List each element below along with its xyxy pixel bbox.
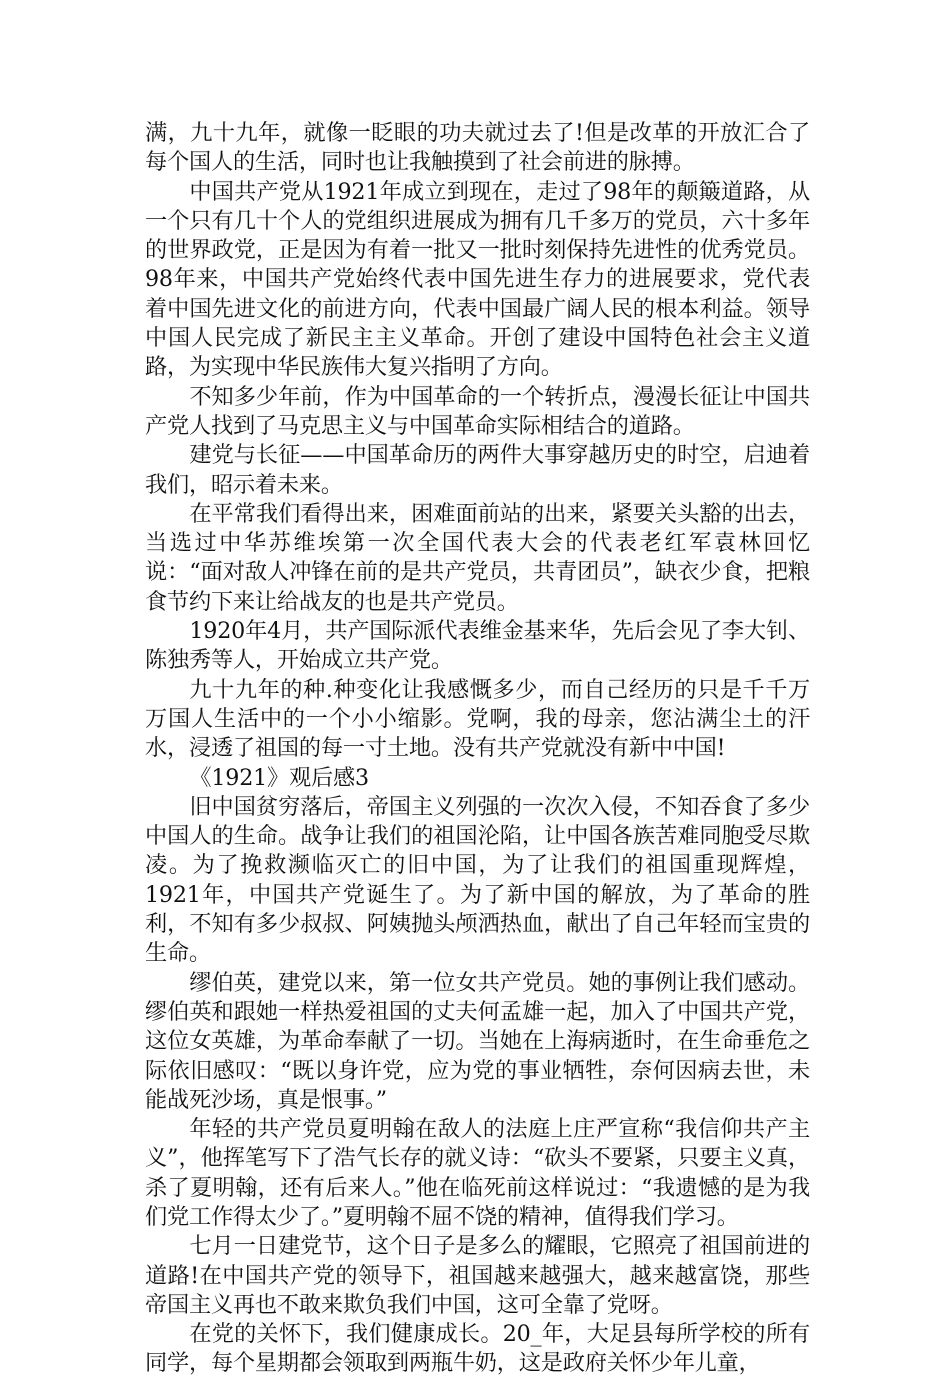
paragraph: 建党与长征——中国革命历的两件大事穿越历史的时空，启迪着我们，昭示着未来。 — [145, 442, 810, 498]
paragraph: 旧中国贫穷落后，帝国主义列强的一次次入侵，不知吞食了多少中国人的生命。战争让我们的祖国沦陷，让中国各族苦难同胞受尽欺凌。为了挽救濒临灭亡的旧中国，为了让我们的祖国重现辉煌，1921年，中国共产党诞生了。为了新中国的解放，为了革命的胜利，不知有多少叔叔、阿姨抛头颅洒热血，献出了自己年轻而宝贵的生命。 — [145, 793, 810, 967]
paragraph: 中国共产党从1921年成立到现在，走过了98年的颠簸道路，从一个只有几十个人的党组织进展成为拥有几千多万的党员，六十多年的世界政党，正是因为有着一批又一批时刻保持先进性的优秀党员。98年来，中国共产党始终代表中国先进生存力的进展要求，党代表着中国先进文化的前进方向，代表中国最广阔人民的根本利益。领导中国人民完成了新民主主义革命。开创了建设中国特色社会主义道路，为实现中华民族伟大复兴指明了方向。 — [145, 178, 810, 381]
document-body — [145, 119, 810, 1379]
paragraph: 七月一日建党节，这个日子是多么的耀眼，它照亮了祖国前进的道路!在中国共产党的领导下，祖国越来越强大，越来越富饶，那些帝国主义再也不敢来欺负我们中国，这可全靠了党呀。 — [145, 1233, 810, 1318]
paragraph: 缪伯英，建党以来，第一位女共产党员。她的事例让我们感动。缪伯英和跟她一样热爱祖国的丈夫何孟雄一起，加入了中国共产党，这位女英雄，为革命奉献了一切。当她在上海病逝时，在生命垂危之际依旧感叹：“既以身许党，应为党的事业牺牲，奈何因病去世，未能战死沙场，真是恨事。” — [145, 969, 810, 1113]
paragraph: 九十九年的种.种变化让我感慨多少，而自己经历的只是千千万万国人生活中的一个小小缩影。党啊，我的母亲，您沾满尘土的汗水，浸透了祖国的每一寸土地。没有共产党就没有新中中国! — [145, 676, 810, 762]
paragraph-continued: 满，九十九年，就像一眨眼的功夫就过去了!但是改革的开放汇合了每个国人的生活，同时也让我触摸到了社会前进的脉搏。 — [145, 120, 810, 176]
paragraph: 年轻的共产党员夏明翰在敌人的法庭上庄严宣称“我信仰共产主义”，他挥笔写下了浩气长存的就义诗：“砍头不要紧，只要主义真，杀了夏明翰，还有后来人。”他在临死前这样说过：“我遗憾的是为我们党工作得太少了。”夏明翰不屈不饶的精神，值得我们学习。 — [145, 1116, 810, 1230]
paragraph: 1920年4月，共产国际派代表维金基来华，先后会见了李大钊、陈独秀等人，开始成立共产党。 — [145, 618, 810, 674]
section-heading: 《1921》观后感3 — [189, 764, 369, 791]
paragraph: 在平常我们看得出来，困难面前站的出来，紧要关头豁的出去，当选过中华苏维埃第一次全国代表大会的代表老红军袁林回忆说：“面对敌人冲锋在前的是共产党员，共青团员”，缺衣少食，把粮食节约下来让给战友的也是共产党员。 — [145, 500, 810, 615]
paragraph: 不知多少年前，作为中国革命的一个转折点，漫漫长征让中国共产党人找到了马克思主义与中国革命实际相结合的道路。 — [145, 383, 810, 439]
paragraph: 在党的关怀下，我们健康成长。20_年，大足县每所学校的所有同学，每个星期都会领取到两瓶牛奶，这是政府关怀少年儿童， — [145, 1321, 810, 1377]
